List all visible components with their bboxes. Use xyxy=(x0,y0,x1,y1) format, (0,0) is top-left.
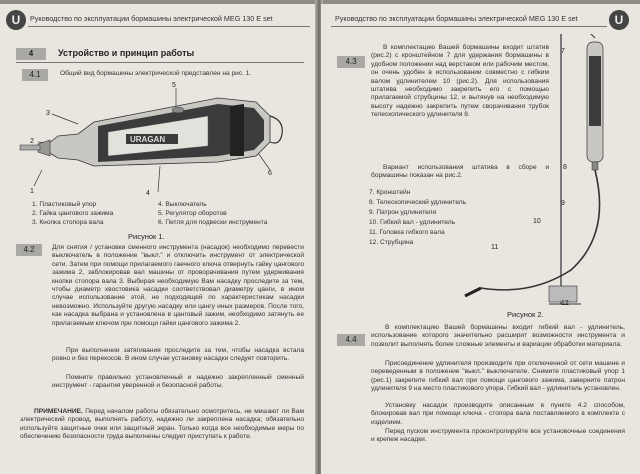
callout-9: 9 xyxy=(561,200,565,207)
paragraph: Для снятия / установки сменного инструмента (насадок) необходимо перевести выключатель в положение "выкл." и отключить инструмент от электрической сети. Затем при помощи прилагаемого гаечного ключа отвернуть гайку цангового зажима 2, заблокировав вал машины от проворачивания путем удерживания кнопки стопора вала 3. Выбирая необходимую Вам насадку проследите за тем, чтобы диаметр хвостовика насадки соответствовал диаметру цанги, в ином случае использование этой, не подходящей по характеристикам насадки невозможно. Используйте другую насадку или цангу иных размеров. После того, как насадка выбрана и установлена в цанговый зажим, необходимо затянуть ее прилагаемым ключом при помощи гайки цангового зажима 2. xyxy=(52,244,304,327)
brand-logo-icon: U xyxy=(6,10,26,30)
paragraph: Помните правильно установленный и надежно закрепленный сменный инструмент - гарантия уверенной и безопасной работы. xyxy=(52,374,304,390)
right-page xyxy=(321,4,640,474)
note-label: ПРИМЕЧАНИЕ. xyxy=(34,408,83,415)
callout-7: 7 xyxy=(561,48,565,55)
paragraph: Вариант использования штатива в сборе и бормашины показан на рис.2. xyxy=(371,164,549,180)
part-item: 4. Выключатель xyxy=(158,201,207,208)
figure-caption: Рисунок 2. xyxy=(507,310,544,319)
section-title: Устройство и принцип работы xyxy=(58,48,195,58)
callout-5: 5 xyxy=(172,82,176,89)
rotary-tool-illustration xyxy=(8,82,308,197)
part-item: 2. Гайка цангового зажима xyxy=(32,210,114,218)
part-item: 1. Пластиковый упор xyxy=(32,201,97,208)
subsection-number: 4.4 xyxy=(337,334,365,346)
parts-list-right xyxy=(158,200,267,228)
part-item: 12. Струбцина xyxy=(369,239,414,246)
running-header: Руководство по эксплуатации бормашины электрической MEG 130 E set xyxy=(30,14,273,23)
callout-2: 2 xyxy=(30,138,34,145)
paragraph: Присоединение удлинителя производите при отключенной от сети машине и переведенным в положение "выкл." выключателе. Снимите пластиковый упор 1 (рис.1) закрепите гибкий вал при помощи цангового зажима, заверните патрон удлинителя 9 на место пластикового упора. Гибкий вал - удлинитель установлен. xyxy=(371,360,625,393)
brand-label: URAGAN xyxy=(130,135,166,144)
section-number: 4 xyxy=(16,48,46,60)
subsection-number: 4.3 xyxy=(337,56,365,68)
brand-logo-icon: U xyxy=(609,10,629,30)
stand-and-flex-shaft-illustration xyxy=(461,34,639,314)
note-paragraph xyxy=(20,408,304,442)
subsection-number: 4.2 xyxy=(16,244,42,256)
figure-caption: Рисунок 1. xyxy=(128,232,165,241)
callout-6: 6 xyxy=(268,170,272,177)
paragraph: В комплектацию Вашей бормашины входит штатив (рис.2) с кронштейном 7 для удержания бормашины в удобном положении над верстаком или рабочим местом, он очень удобен в использовании совместно с гибким валом удлинителем 10 (рис.2). Для использования штатива необходимо закрепить его с помощью прилагаемой струбцины 12, и вытянув на необходимую высоту надежно закрепить путем сворачивания трубок телескопического удлинителя 8. xyxy=(371,44,549,119)
left-page xyxy=(0,4,317,474)
note-text: Перед началом работы обязательно осмотритесь, не мешают ли Вам электрический провод, выполнять работу, надежно ли закреплена насадка; обязательно используйте защитные очки или защитный экран. Только когда все необходимые меры по обеспечению безопасности труда выполнены следует приступать к работе. xyxy=(20,408,304,441)
callout-1: 1 xyxy=(30,188,34,195)
part-item: 11. Головка гибкого вала xyxy=(369,229,445,236)
part-item: 9. Патрон удлинителя xyxy=(369,209,437,216)
callout-10: 10 xyxy=(533,218,541,225)
parts-list xyxy=(369,188,466,248)
part-item: 5. Регулятор оборотов xyxy=(158,210,227,218)
running-header: Руководство по эксплуатации бормашины электрической MEG 130 E set xyxy=(335,14,578,23)
parts-list-left xyxy=(32,200,113,228)
part-item: 3. Кнопка стопора вала xyxy=(32,219,104,227)
callout-11: 11 xyxy=(491,244,499,251)
header-rule xyxy=(331,26,607,27)
paragraph: Установку насадок производите описанным в пункте 4.2 способом, блокировав вал при помощи ключа - стопора вала поставляемого в комплекте с изделием. xyxy=(371,402,625,426)
header-rule xyxy=(28,26,310,27)
part-item: 8. Телескопический удлинитель xyxy=(369,199,467,206)
subsection-number: 4.1 xyxy=(22,69,48,81)
paragraph: В комплектацию Вашей бормашины входит гибкий вал - удлинитель, использование которого значительно расширит возможности инструмента и позволит выполнять более сложные элементы и вариации обработки материала. xyxy=(371,324,625,348)
callout-4: 4 xyxy=(146,190,150,197)
part-item: 6. Петля для подвески инструмента xyxy=(158,219,268,227)
callout-3: 3 xyxy=(46,110,50,117)
part-item: 10. Гибкий вал - удлинитель xyxy=(369,219,456,226)
callout-8: 8 xyxy=(563,164,567,171)
part-item: 7. Кронштейн xyxy=(369,189,411,196)
paragraph: При выполнении затягивания проследите за тем, чтобы насадка встала ровно и без перекосов. В ином случае установку насадки следует повторить. xyxy=(52,347,304,363)
callout-12: 12 xyxy=(561,300,569,307)
subsection-text: Общий вид бормашины электрической представлен на рис. 1. xyxy=(60,70,252,77)
paragraph: Перед пуском инструмента проконтролируйте все установочные соединения и крепеж насадки. xyxy=(371,428,625,444)
section-rule xyxy=(16,62,304,63)
